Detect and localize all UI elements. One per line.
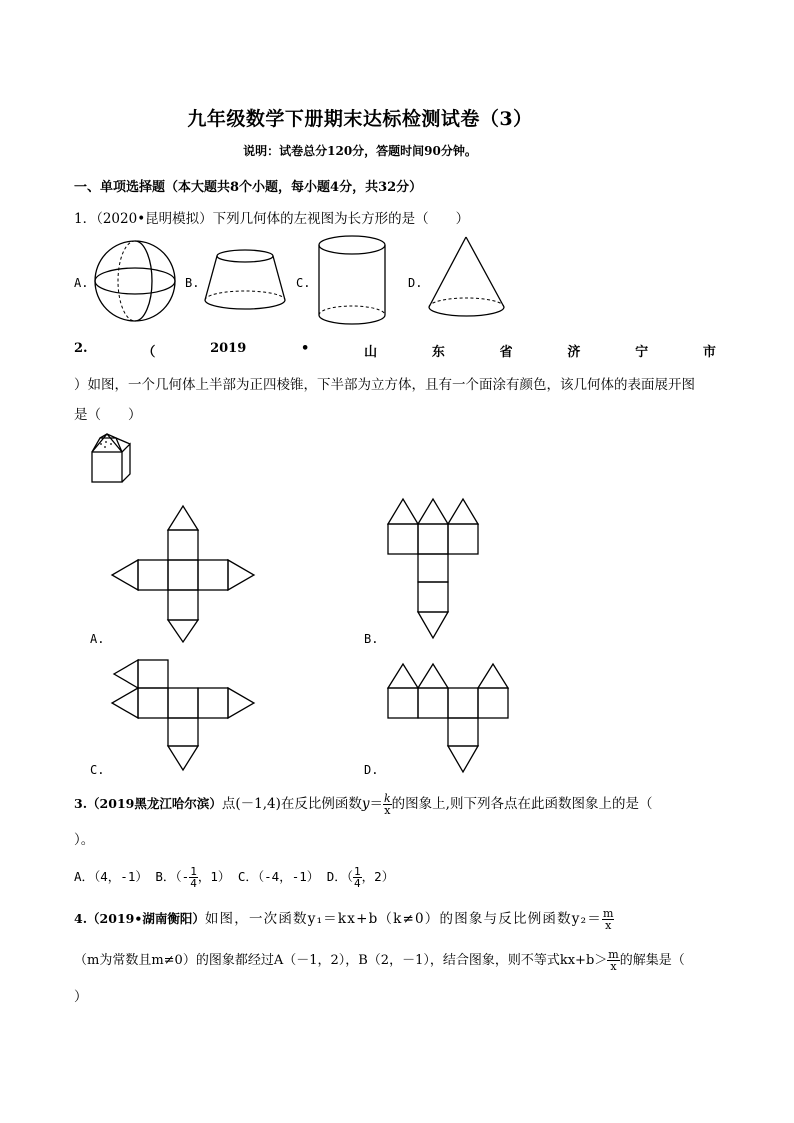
q1-option-a: A.	[74, 276, 89, 290]
q3-eq: ＝	[369, 796, 383, 812]
q2-token: 2019	[210, 341, 247, 356]
net-a	[110, 504, 258, 644]
q4-fraction-1	[602, 908, 614, 931]
exam-note: 说明：试卷总分120分，答题时间90分钟。	[243, 144, 477, 158]
q3-pre: 点(－1,4)在反比例函数	[221, 796, 362, 812]
frac-den: x	[605, 919, 612, 932]
q3-frac-num: k	[384, 792, 391, 805]
q2-option-a: A.	[90, 632, 105, 646]
cone-figure	[426, 234, 512, 324]
q3-fn-y: y	[361, 796, 370, 812]
q4-line2	[74, 949, 685, 972]
q3-options	[74, 866, 394, 889]
q2-line2: ）如图，一个几何体上半部为正四棱锥，下半部为立方体，且有一个面涂有颜色，该几何体的表面展开图	[74, 377, 695, 393]
q3-opt-b-fraction	[189, 866, 198, 889]
frac-den: x	[610, 960, 617, 973]
q2-option-b: B.	[364, 632, 379, 646]
q1-text: 1．（2020•昆明模拟）下列几何体的左视图为长方形的是（ ）	[74, 211, 470, 227]
q2-source-line	[74, 341, 716, 360]
q2-token: 宁	[635, 345, 649, 360]
section-heading: 一、单项选择题（本大题共8个小题，每小题4分，共32分）	[74, 180, 423, 195]
frac-den: 4	[354, 877, 361, 890]
frac-num: 1	[354, 865, 361, 878]
q2-token: 济	[567, 345, 581, 360]
q3-opt-d-fraction	[353, 866, 362, 889]
q2-token: 市	[702, 345, 716, 360]
q1-option-b: B.	[185, 276, 200, 290]
q2-token: 省	[499, 345, 513, 360]
q4-line1	[74, 907, 614, 931]
q2-line3: 是（ ）	[74, 407, 142, 423]
q3-line2: ）。	[74, 832, 95, 848]
q4-line3: ）	[74, 989, 88, 1005]
frac-num: 1	[190, 865, 197, 878]
q1-option-c: C.	[296, 276, 311, 290]
q4-text: 如图，一次函数y₁＝kx+b（k≠0）的图象与反比例函数y₂＝	[204, 911, 602, 927]
q4-text: （m为常数且m≠0）的图象都经过A（－1，2），B（2，－1），结合图象，则不等式kx+b＞	[74, 953, 608, 968]
q1-option-d: D.	[408, 276, 423, 290]
q3-post: 的图象上,则下列各点在此函数图象上的是（	[391, 796, 653, 812]
q2-token: 山	[364, 345, 378, 360]
frustum-figure	[202, 248, 292, 314]
q3-opt-text: A．（4，-1） B．（-	[74, 869, 190, 884]
q3-frac-den: x	[384, 804, 391, 817]
sphere-figure	[92, 240, 182, 326]
cylinder-figure	[316, 234, 392, 330]
q4-fraction-2	[607, 949, 619, 972]
q3-fraction	[383, 793, 392, 816]
frac-num: m	[608, 948, 619, 961]
q3-opt-text: ，2）	[361, 869, 395, 884]
net-b	[385, 496, 481, 642]
q3-source: 3.（2019黑龙江哈尔滨）	[74, 796, 222, 811]
q2-option-c: C.	[90, 763, 105, 777]
q2-number: 2.	[74, 341, 88, 356]
frac-den: 4	[190, 877, 197, 890]
q4-source: 4.（2019•湖南衡阳）	[74, 911, 205, 926]
q2-token: 东	[431, 345, 445, 360]
page-title: 九年级数学下册期末达标检测试卷（3）	[187, 108, 533, 130]
q2-token: •	[301, 341, 310, 356]
q2-token: （	[142, 345, 156, 360]
net-d	[385, 660, 511, 776]
net-c	[110, 658, 258, 774]
q2-option-d: D.	[364, 763, 379, 777]
q3-line1	[74, 792, 652, 816]
q4-text: 的解集是（	[619, 953, 685, 968]
q3-opt-text: ，1） C．（-4，-1） D．（	[197, 869, 354, 884]
frac-num: m	[602, 907, 614, 920]
pyramid-cube-figure	[88, 432, 138, 486]
